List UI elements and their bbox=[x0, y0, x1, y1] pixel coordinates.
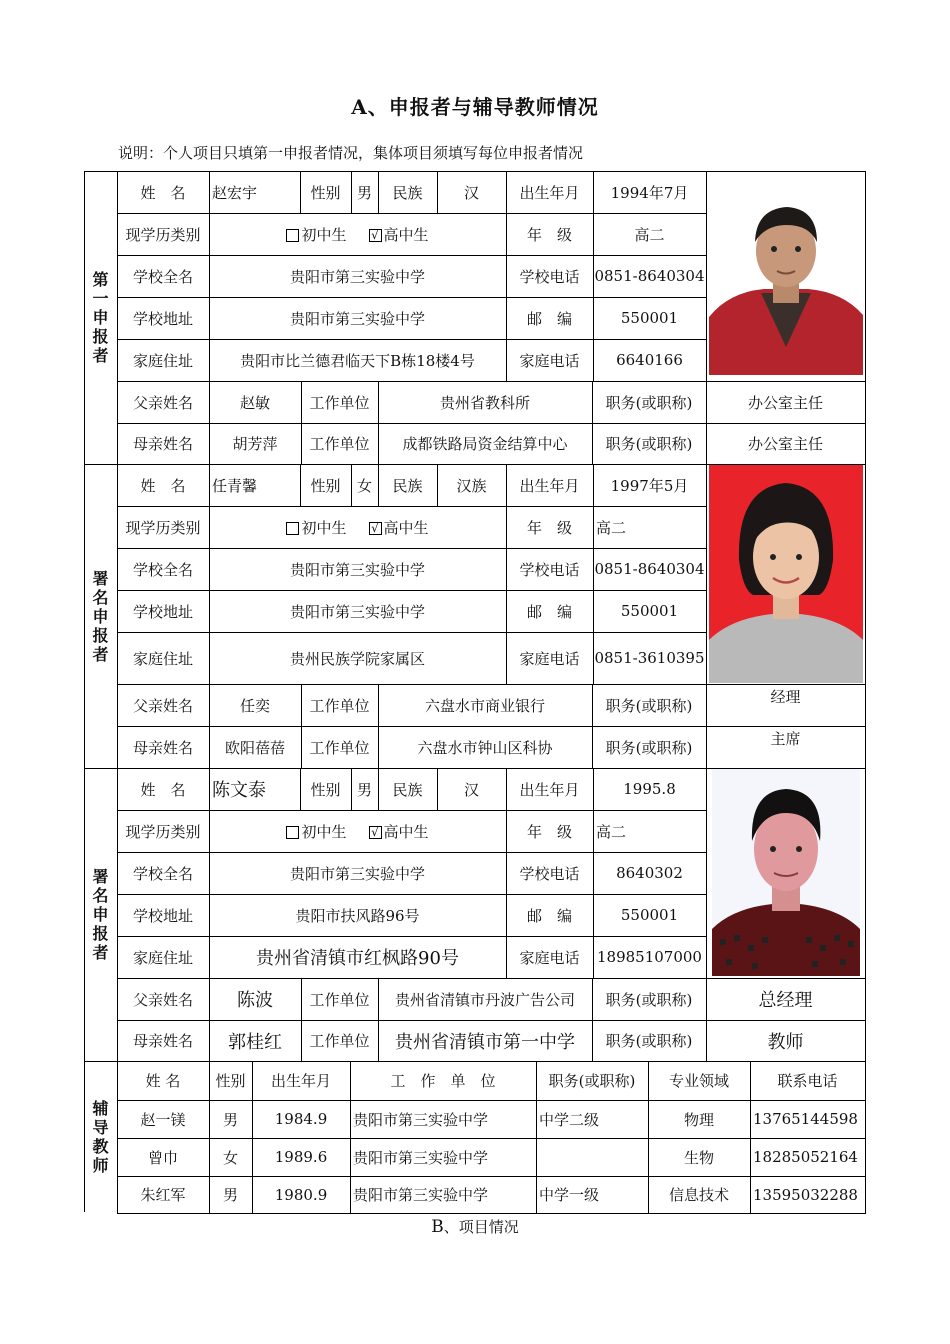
name-value[interactable]: 任青馨 bbox=[212, 476, 258, 495]
school-address-label: 学校地址 bbox=[132, 309, 193, 328]
father-work-label: 工作单位 bbox=[309, 990, 370, 1009]
school-phone-label: 学校电话 bbox=[519, 267, 580, 286]
school-name-label: 学校全名 bbox=[132, 560, 193, 579]
ethnicity-label: 民族 bbox=[392, 476, 423, 495]
gender-value[interactable]: 女 bbox=[356, 476, 372, 495]
teacher-birth-value[interactable]: 1980.9 bbox=[274, 1185, 328, 1204]
teacher-header-birth: 出生年月 bbox=[270, 1072, 331, 1090]
table-bottom-border bbox=[117, 1213, 866, 1214]
education-label: 现学历类别 bbox=[125, 822, 201, 841]
name-label: 姓 名 bbox=[140, 183, 186, 202]
father-name-label: 父亲姓名 bbox=[132, 393, 193, 412]
gender-label: 性别 bbox=[310, 476, 341, 495]
school-name-label: 学校全名 bbox=[132, 864, 193, 883]
section-label-char: 者 bbox=[92, 943, 109, 962]
teacher-field-value[interactable]: 物理 bbox=[683, 1110, 714, 1129]
section-label bbox=[84, 768, 117, 1061]
father-name-value[interactable]: 任奕 bbox=[239, 696, 270, 715]
teacher-header-name: 姓 名 bbox=[145, 1072, 181, 1090]
gender-value[interactable]: 男 bbox=[356, 183, 372, 202]
postcode-label: 邮 编 bbox=[526, 309, 572, 328]
mother-name-value[interactable]: 欧阳蓓蓓 bbox=[224, 738, 285, 757]
section-label-char: 报 bbox=[92, 327, 109, 346]
grade-value[interactable]: 高二 bbox=[596, 518, 627, 537]
grade-value[interactable]: 高二 bbox=[634, 225, 665, 244]
school-name-value[interactable]: 贵阳市第三实验中学 bbox=[289, 864, 425, 883]
ethnicity-value[interactable]: 汉 bbox=[463, 183, 479, 202]
junior-option-label: 初中生 bbox=[301, 518, 347, 537]
postcode-value[interactable]: 550001 bbox=[620, 906, 679, 924]
ethnicity-label: 民族 bbox=[392, 780, 423, 799]
postcode-label: 邮 编 bbox=[526, 602, 572, 621]
section-label-char: 一 bbox=[92, 289, 109, 308]
mother-work-label: 工作单位 bbox=[309, 738, 370, 757]
senior-option-label: 高中生 bbox=[383, 225, 429, 244]
mother-position-value[interactable]: 办公室主任 bbox=[747, 435, 823, 453]
teacher-field-value[interactable]: 信息技术 bbox=[668, 1186, 729, 1204]
mother-position-label: 职务(或职称) bbox=[605, 1032, 693, 1050]
teacher-gender-value[interactable]: 男 bbox=[222, 1110, 238, 1129]
section-label-char: 辅 bbox=[92, 1099, 109, 1118]
section-label-char: 署 bbox=[92, 867, 109, 886]
mother-name-label: 母亲姓名 bbox=[132, 738, 193, 757]
mother-name-value[interactable]: 郭桂红 bbox=[228, 1031, 282, 1053]
father-position-label: 职务(或职称) bbox=[605, 393, 693, 412]
photo-border bbox=[706, 464, 707, 685]
father-name-label: 父亲姓名 bbox=[132, 990, 193, 1009]
father-name-label: 父亲姓名 bbox=[132, 696, 193, 715]
section-label-char: 者 bbox=[92, 346, 109, 365]
father-position-label: 职务(或职称) bbox=[605, 990, 693, 1009]
name-value[interactable]: 赵宏宇 bbox=[212, 183, 258, 202]
teacher-gender-value[interactable]: 男 bbox=[222, 1186, 238, 1204]
grade-label: 年 级 bbox=[526, 518, 572, 537]
section-b-title: 、项目情况 bbox=[443, 1218, 519, 1236]
home-phone-value[interactable]: 6640166 bbox=[616, 351, 683, 369]
gender-value[interactable]: 男 bbox=[356, 780, 372, 799]
section-label-char: 署 bbox=[92, 568, 109, 588]
home-phone-label: 家庭电话 bbox=[519, 649, 580, 668]
birth-value[interactable]: 1997年5月 bbox=[610, 476, 689, 495]
birth-label: 出生年月 bbox=[519, 780, 580, 799]
postcode-value[interactable]: 550001 bbox=[620, 602, 679, 620]
father-name-value[interactable]: 赵敏 bbox=[239, 393, 270, 412]
father-work-label: 工作单位 bbox=[309, 696, 370, 715]
section-b-letter: B bbox=[431, 1217, 444, 1237]
ethnicity-value[interactable]: 汉 bbox=[463, 780, 479, 799]
birth-value[interactable]: 1994年7月 bbox=[610, 183, 689, 202]
applicant-1-photo bbox=[709, 197, 863, 375]
instruction-note: 说明：个人项目只填第一申报者情况，集体项目须填写每位申报者情况 bbox=[118, 144, 584, 162]
section-label-char: 名 bbox=[92, 587, 109, 607]
education-options bbox=[209, 506, 506, 548]
section-label bbox=[84, 464, 117, 768]
teacher-birth-value[interactable]: 1984.9 bbox=[274, 1110, 328, 1128]
teacher-phone-value[interactable]: 13765144598 bbox=[753, 1110, 858, 1128]
senior-option-label: 高中生 bbox=[383, 518, 429, 537]
page-title: A、申报者与辅导教师情况 bbox=[351, 95, 599, 119]
section-label-char: 导 bbox=[92, 1118, 109, 1137]
senior-checkbox[interactable]: √ bbox=[369, 229, 382, 242]
teacher-phone-value[interactable]: 18285052164 bbox=[753, 1148, 858, 1166]
senior-checkbox[interactable]: √ bbox=[369, 826, 382, 839]
school-address-label: 学校地址 bbox=[132, 906, 193, 925]
father-position-label: 职务(或职称) bbox=[605, 696, 693, 715]
grade-label: 年 级 bbox=[526, 225, 572, 244]
postcode-value[interactable]: 550001 bbox=[620, 309, 679, 327]
education-options bbox=[209, 810, 506, 852]
home-phone-value[interactable]: 18985107000 bbox=[597, 948, 702, 966]
mother-work-label: 工作单位 bbox=[309, 435, 370, 453]
teacher-field-value[interactable]: 生物 bbox=[683, 1148, 714, 1167]
home-address-label: 家庭住址 bbox=[132, 948, 193, 967]
teacher-phone-value[interactable]: 13595032288 bbox=[753, 1185, 858, 1204]
photo-border bbox=[706, 768, 707, 979]
school-name-value[interactable]: 贵阳市第三实验中学 bbox=[289, 560, 425, 579]
education-label: 现学历类别 bbox=[125, 518, 201, 537]
teacher-position-value[interactable]: 中学二级 bbox=[539, 1110, 600, 1129]
section-label-char: 名 bbox=[92, 886, 109, 905]
teacher-gender-value[interactable]: 女 bbox=[222, 1148, 238, 1167]
home-address-value[interactable]: 贵州省清镇市红枫路90号 bbox=[256, 948, 459, 969]
father-position-value[interactable]: 经理 bbox=[770, 688, 801, 706]
applicant-3-photo bbox=[712, 769, 860, 976]
mother-position-label: 职务(或职称) bbox=[605, 738, 693, 757]
junior-option-label: 初中生 bbox=[301, 822, 347, 841]
teacher-work-value[interactable]: 贵阳市第三实验中学 bbox=[353, 1186, 489, 1204]
grade-value[interactable]: 高二 bbox=[596, 822, 627, 841]
ethnicity-value[interactable]: 汉族 bbox=[456, 476, 487, 495]
teacher-name-value[interactable]: 曾巾 bbox=[147, 1148, 178, 1167]
home-phone-label: 家庭电话 bbox=[519, 351, 580, 370]
school-address-value[interactable]: 贵阳市第三实验中学 bbox=[289, 309, 425, 328]
section-label-char: 申 bbox=[92, 905, 109, 924]
father-name-value[interactable]: 陈波 bbox=[237, 990, 273, 1011]
gender-label: 性别 bbox=[310, 183, 341, 202]
school-phone-label: 学校电话 bbox=[519, 864, 580, 883]
junior-checkbox[interactable] bbox=[286, 229, 299, 242]
teacher-header-work: 工 作 单 位 bbox=[390, 1072, 496, 1090]
mother-name-label: 母亲姓名 bbox=[132, 1032, 193, 1050]
form-right-border bbox=[865, 171, 866, 1214]
mother-position-value[interactable]: 主席 bbox=[770, 730, 801, 748]
section-b-heading bbox=[0, 1216, 950, 1237]
section-label-char: 申 bbox=[92, 308, 109, 327]
home-phone-value[interactable]: 0851-3610395 bbox=[594, 649, 705, 667]
teacher-header-position: 职务(或职称) bbox=[548, 1072, 636, 1090]
school-phone-value[interactable]: 0851-8640304 bbox=[594, 560, 705, 578]
birth-label: 出生年月 bbox=[519, 183, 580, 202]
teacher-work-value[interactable]: 贵阳市第三实验中学 bbox=[353, 1148, 489, 1167]
mother-position-value[interactable]: 教师 bbox=[767, 1031, 804, 1053]
education-label: 现学历类别 bbox=[125, 225, 201, 244]
section-label-char: 报 bbox=[92, 625, 109, 645]
father-work-value[interactable]: 六盘水市商业银行 bbox=[424, 696, 545, 715]
teacher-header-field: 专业领域 bbox=[668, 1072, 729, 1090]
mother-position-label: 职务(或职称) bbox=[605, 435, 693, 453]
school-phone-value[interactable]: 8640302 bbox=[616, 864, 683, 882]
senior-checkbox[interactable]: √ bbox=[369, 522, 382, 535]
junior-checkbox[interactable] bbox=[286, 522, 299, 535]
school-address-value[interactable]: 贵阳市第三实验中学 bbox=[289, 602, 425, 621]
section-label-char: 师 bbox=[92, 1156, 109, 1175]
school-name-label: 学校全名 bbox=[132, 267, 193, 286]
school-address-value[interactable]: 贵阳市扶风路96号 bbox=[295, 906, 420, 925]
teacher-name-value[interactable]: 朱红军 bbox=[140, 1186, 186, 1204]
birth-value[interactable]: 1995.8 bbox=[623, 780, 676, 798]
section-label-char: 第 bbox=[92, 270, 109, 289]
mother-work-label: 工作单位 bbox=[309, 1032, 370, 1050]
teachers-label bbox=[84, 1061, 117, 1213]
section-label-char: 报 bbox=[92, 924, 109, 943]
father-work-label: 工作单位 bbox=[309, 393, 370, 412]
birth-label: 出生年月 bbox=[519, 476, 580, 495]
teacher-birth-value[interactable]: 1989.6 bbox=[274, 1148, 328, 1166]
mother-name-value[interactable]: 胡芳萍 bbox=[232, 435, 278, 453]
junior-option-label: 初中生 bbox=[301, 225, 347, 244]
name-label: 姓 名 bbox=[140, 476, 186, 495]
home-address-label: 家庭住址 bbox=[132, 351, 193, 370]
father-position-value[interactable]: 办公室主任 bbox=[747, 393, 823, 412]
mother-work-value[interactable]: 贵州省清镇市第一中学 bbox=[395, 1031, 575, 1053]
father-position-value[interactable]: 总经理 bbox=[758, 990, 813, 1011]
grade-label: 年 级 bbox=[526, 822, 572, 841]
name-value[interactable]: 陈文泰 bbox=[212, 780, 266, 801]
mother-work-value[interactable]: 成都铁路局资金结算中心 bbox=[402, 435, 568, 453]
teacher-position-value[interactable] bbox=[536, 1138, 648, 1176]
photo-border bbox=[706, 171, 707, 382]
ethnicity-label: 民族 bbox=[392, 183, 423, 202]
school-phone-value[interactable]: 0851-8640304 bbox=[594, 267, 705, 285]
applicant-2-photo bbox=[709, 465, 863, 683]
section-label-char: 申 bbox=[92, 606, 109, 626]
section-label-char: 教 bbox=[92, 1137, 109, 1156]
name-label: 姓 名 bbox=[140, 780, 186, 799]
home-address-value[interactable]: 贵阳市比兰德君临天下B栋18楼4号 bbox=[240, 351, 475, 370]
senior-option-label: 高中生 bbox=[383, 822, 429, 841]
section-label bbox=[84, 171, 117, 464]
gender-label: 性别 bbox=[310, 780, 341, 799]
teacher-position-value[interactable]: 中学一级 bbox=[539, 1186, 600, 1204]
teacher-work-value[interactable]: 贵阳市第三实验中学 bbox=[353, 1110, 489, 1129]
father-work-value[interactable]: 贵州省教科所 bbox=[439, 393, 530, 412]
school-name-value[interactable]: 贵阳市第三实验中学 bbox=[289, 267, 425, 286]
school-phone-label: 学校电话 bbox=[519, 560, 580, 579]
home-phone-label: 家庭电话 bbox=[519, 948, 580, 967]
section-label-char: 者 bbox=[92, 644, 109, 664]
home-address-label: 家庭住址 bbox=[132, 649, 193, 668]
junior-checkbox[interactable] bbox=[286, 826, 299, 839]
mother-name-label: 母亲姓名 bbox=[132, 435, 193, 453]
father-work-value[interactable]: 贵州省清镇市丹波广告公司 bbox=[394, 990, 575, 1009]
education-options bbox=[209, 213, 506, 255]
home-address-value[interactable]: 贵州民族学院家属区 bbox=[289, 649, 425, 668]
teacher-name-value[interactable]: 赵一镁 bbox=[140, 1110, 186, 1129]
teacher-header-phone: 联系电话 bbox=[777, 1072, 838, 1090]
teacher-header-gender: 性别 bbox=[215, 1072, 246, 1090]
mother-work-value[interactable]: 六盘水市钟山区科协 bbox=[417, 738, 553, 757]
postcode-label: 邮 编 bbox=[526, 906, 572, 925]
school-address-label: 学校地址 bbox=[132, 602, 193, 621]
